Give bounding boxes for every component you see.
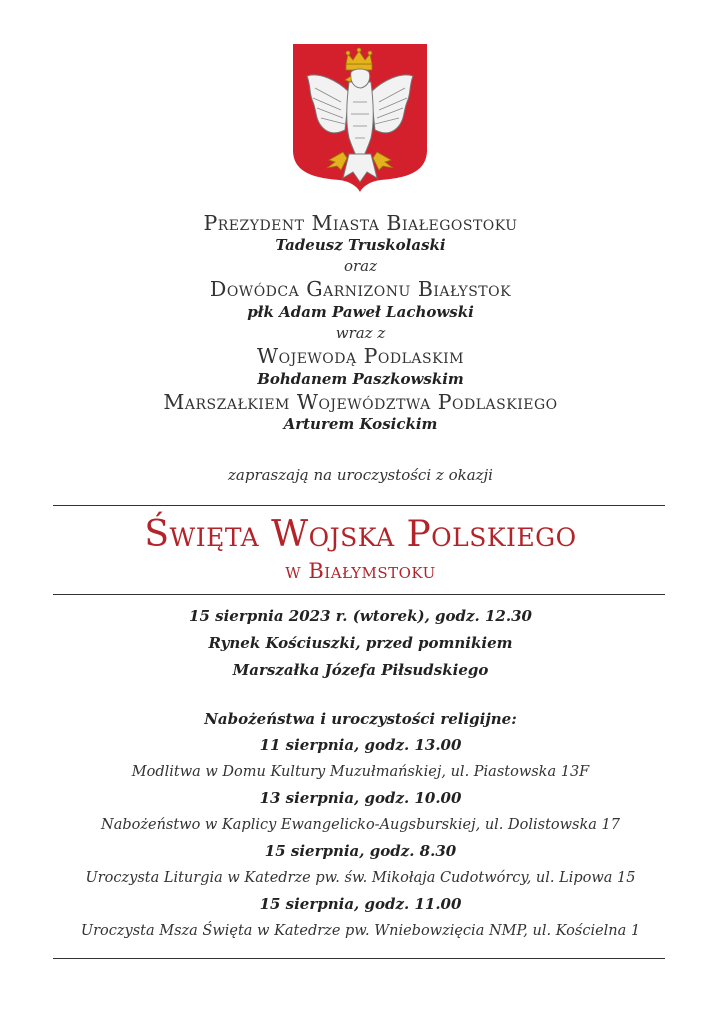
main-event [0,603,721,684]
host-title-mayor: Prezydent Miasta Białegostoku [203,211,518,235]
services-section [0,705,721,945]
main-event-place-cont: Marszałka Józefa Piłsudskiego [232,661,489,679]
service-date: 15 sierpnia, godz. 8.30 [264,842,457,860]
divider-bottom [53,958,665,959]
connector-wraz-z: wraz z [335,324,386,342]
hosts-section [0,211,721,435]
connector-oraz: oraz [343,257,378,275]
main-event-date: 15 sierpnia 2023 r. (wtorek), godz. 12.30 [189,607,532,625]
host-name-commander: płk Adam Paweł Lachowski [247,303,474,321]
white-eagle-crest-icon [291,42,429,194]
host-name-marshal: Arturem Kosickim [283,415,438,433]
service-desc: Uroczysta Msza Święta w Katedrze pw. Wniebowzięcia NMP, ul. Kościelna 1 [80,923,641,939]
service-desc: Nabożeństwo w Kaplicy Ewangelicko-Augsburskiej, ul. Dolistowska 17 [101,817,620,833]
service-desc: Modlitwa w Domu Kultury Muzułmańskiej, ul. Piastowska 13F [131,764,590,780]
host-title-marshal: Marszałkiem Województwa Podlaskiego [163,390,558,414]
host-title-voivode: Wojewodą Podlaskim [257,344,464,368]
service-date: 13 sierpnia, godz. 10.00 [259,789,462,807]
host-title-commander: Dowódca Garnizonu Białystok [209,277,512,301]
services-heading: Nabożeństwa i uroczystości religijne: [204,710,517,728]
divider-top [53,505,665,506]
event-title: Święta Wojska Polskiego [144,514,577,555]
main-event-place: Rynek Kościuszki, przed pomnikiem [208,634,513,652]
host-name-voivode: Bohdanem Paszkowskim [257,370,464,388]
invite-text: zapraszają na uroczystości z okazji [228,466,493,484]
service-date: 11 sierpnia, godz. 13.00 [259,736,462,754]
host-name-mayor: Tadeusz Truskolaski [275,236,446,254]
service-date: 15 sierpnia, godz. 11.00 [259,895,462,913]
service-desc: Uroczysta Liturgia w Katedrze pw. św. Mikołaja Cudotwórcy, ul. Lipowa 15 [85,870,636,886]
divider-middle [53,594,665,595]
event-subtitle: w Białymstoku [285,559,436,583]
